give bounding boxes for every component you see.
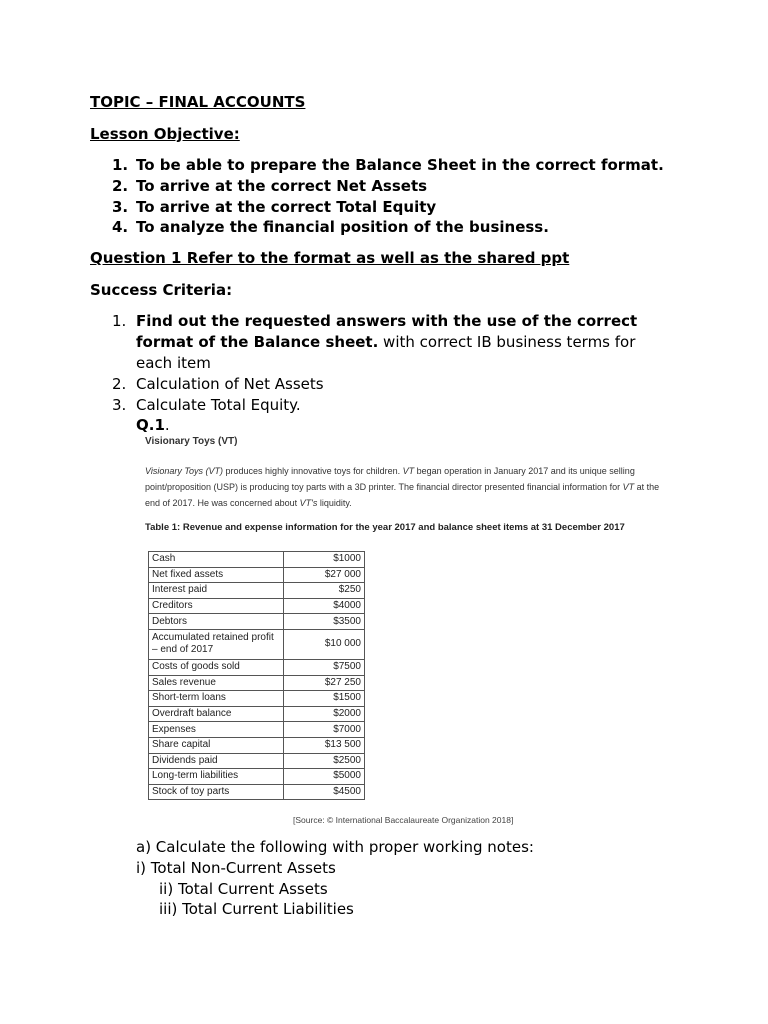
table-row bbox=[149, 691, 365, 707]
row-label: Share capital bbox=[149, 737, 284, 753]
criteria-item: 2. Calculation of Net Assets bbox=[112, 375, 324, 393]
objective-item: 2. To arrive at the correct Net Assets bbox=[112, 177, 428, 195]
row-value: $10 000 bbox=[284, 629, 365, 659]
criteria-item-continuation: each item bbox=[136, 354, 211, 372]
row-label: Cash bbox=[149, 552, 284, 568]
criteria-item-continuation: format of the Balance sheet. with correct IB business terms for bbox=[136, 333, 636, 351]
lesson-objective-heading: Lesson Objective: bbox=[90, 125, 240, 143]
table-row bbox=[149, 567, 365, 583]
row-label: Overdraft balance bbox=[149, 706, 284, 722]
table-row bbox=[149, 784, 365, 800]
row-value: $4000 bbox=[284, 598, 365, 614]
row-label: Costs of goods sold bbox=[149, 659, 284, 675]
financial-table bbox=[148, 551, 365, 800]
case-paragraph: Visionary Toys (VT) produces highly innovative toys for children. VT began operation in January 2017 and its unique selling point/proposition (USP) is producing toy parts with a 3D printer. The financial director presented financial information for VT at the end of 2017. He was concerned about VT's liquidity. bbox=[145, 466, 660, 508]
row-value: $7500 bbox=[284, 659, 365, 675]
row-value: $1000 bbox=[284, 552, 365, 568]
question-heading: Question 1 Refer to the format as well as the shared ppt bbox=[90, 249, 570, 267]
company-title: Visionary Toys (VT) bbox=[145, 436, 238, 447]
question-label: Q.1. bbox=[136, 416, 170, 434]
row-value: $13 500 bbox=[284, 737, 365, 753]
row-value: $27 000 bbox=[284, 567, 365, 583]
part-iii: iii) Total Current Liabilities bbox=[159, 900, 354, 918]
part-ii: ii) Total Current Assets bbox=[159, 880, 328, 898]
table-row bbox=[149, 614, 365, 630]
exam-question-image bbox=[140, 436, 700, 831]
table-caption: Table 1: Revenue and expense information for the year 2017 and balance sheet items at 31 December 2017 bbox=[145, 522, 625, 533]
row-label: Sales revenue bbox=[149, 675, 284, 691]
table-row bbox=[149, 706, 365, 722]
part-i: i) Total Non-Current Assets bbox=[136, 859, 336, 877]
table-row bbox=[149, 769, 365, 785]
table-row bbox=[149, 753, 365, 769]
part-a-instruction: a) Calculate the following with proper working notes: bbox=[136, 838, 534, 856]
row-label: Expenses bbox=[149, 722, 284, 738]
row-value: $3500 bbox=[284, 614, 365, 630]
row-value: $250 bbox=[284, 583, 365, 599]
table-row bbox=[149, 737, 365, 753]
row-value: $27 250 bbox=[284, 675, 365, 691]
objective-item: 1. To be able to prepare the Balance Sheet in the correct format. bbox=[112, 156, 664, 174]
topic-heading: TOPIC – FINAL ACCOUNTS bbox=[90, 93, 306, 111]
row-value: $1500 bbox=[284, 691, 365, 707]
table-row bbox=[149, 552, 365, 568]
row-label: Creditors bbox=[149, 598, 284, 614]
table-row bbox=[149, 722, 365, 738]
row-label: Dividends paid bbox=[149, 753, 284, 769]
table-row bbox=[149, 583, 365, 599]
row-label: Stock of toy parts bbox=[149, 784, 284, 800]
table-row bbox=[149, 659, 365, 675]
criteria-item: 3. Calculate Total Equity. bbox=[112, 396, 301, 414]
row-label: Interest paid bbox=[149, 583, 284, 599]
row-label: Accumulated retained profit – end of 2017 bbox=[149, 629, 284, 659]
source-citation: [Source: © International Baccalaureate Organization 2018] bbox=[293, 815, 514, 825]
row-label: Net fixed assets bbox=[149, 567, 284, 583]
objective-item: 3. To arrive at the correct Total Equity bbox=[112, 198, 437, 216]
row-value: $5000 bbox=[284, 769, 365, 785]
row-value: $4500 bbox=[284, 784, 365, 800]
row-label: Debtors bbox=[149, 614, 284, 630]
row-value: $2000 bbox=[284, 706, 365, 722]
objective-item: 4. To analyze the financial position of the business. bbox=[112, 218, 549, 236]
table-row bbox=[149, 598, 365, 614]
row-value: $7000 bbox=[284, 722, 365, 738]
row-label: Short-term loans bbox=[149, 691, 284, 707]
table-row bbox=[149, 629, 365, 659]
row-label: Long-term liabilities bbox=[149, 769, 284, 785]
table-row bbox=[149, 675, 365, 691]
row-value: $2500 bbox=[284, 753, 365, 769]
success-criteria-heading: Success Criteria: bbox=[90, 281, 233, 299]
criteria-item: 1. Find out the requested answers with the use of the correct bbox=[112, 312, 638, 330]
